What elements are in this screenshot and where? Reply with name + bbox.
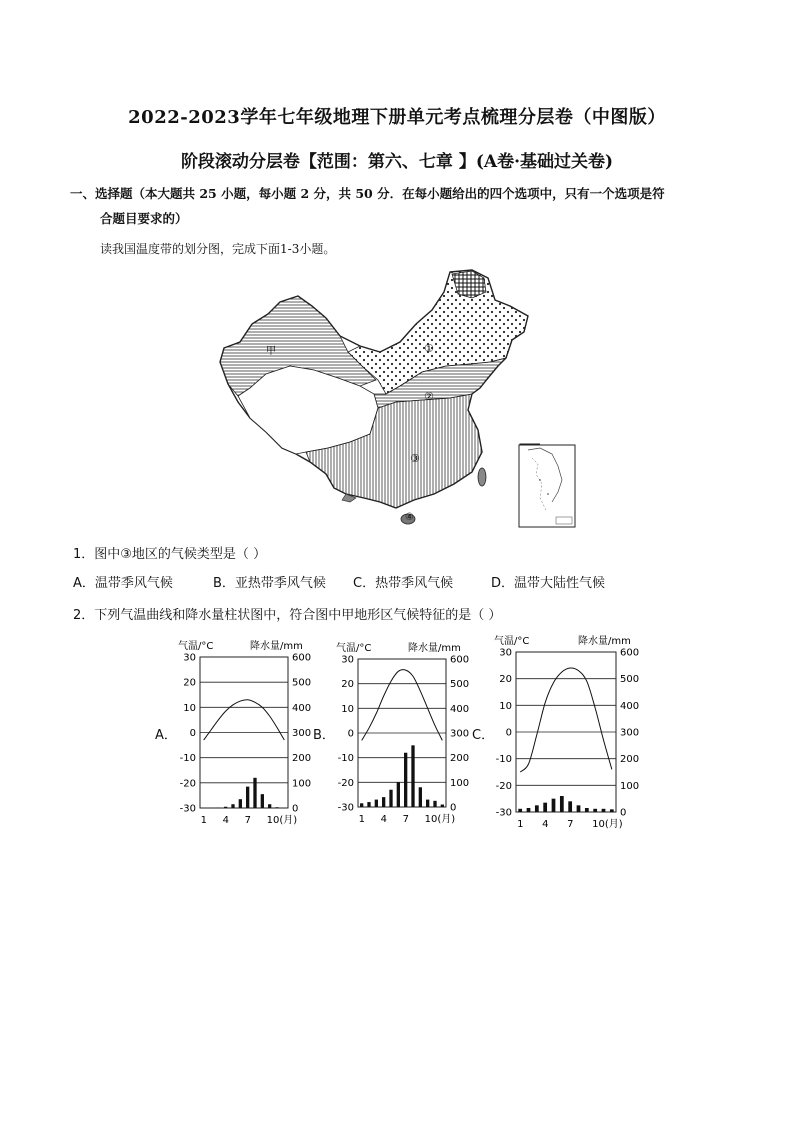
temp-tick-label: 0: [189, 728, 196, 739]
option-d[interactable]: D．温带大陆性气候: [491, 576, 606, 591]
question-1-number: 1．: [73, 547, 95, 562]
precip-bar: [411, 745, 414, 807]
temp-tick-label: 20: [183, 677, 196, 689]
x-tick-label: 10(月): [266, 815, 298, 826]
temp-tick-label: -20: [337, 777, 354, 789]
precip-bar: [239, 799, 242, 808]
temperature-curve: [520, 668, 612, 772]
temp-tick-label: 30: [499, 647, 512, 659]
climate-chart-b: [330, 632, 480, 832]
temp-tick-label: 10: [341, 703, 354, 715]
precip-bar: [518, 809, 522, 812]
x-tick-label: 4: [222, 815, 230, 826]
precip-tick-label: 600: [450, 654, 470, 666]
temp-tick-label: 30: [183, 652, 196, 664]
option-a[interactable]: A．温带季风气候: [73, 576, 173, 591]
x-tick-label: 7: [244, 815, 252, 826]
south-china-sea-inset-map: [518, 444, 576, 528]
temp-axis-title: 气温/°C: [178, 641, 214, 652]
temp-tick-label: 20: [341, 679, 354, 691]
question-1-options: [73, 572, 605, 591]
precip-tick-label: 600: [620, 647, 640, 659]
precip-bar: [426, 800, 429, 807]
x-tick-label: 4: [380, 814, 388, 825]
x-tick-label: 1: [200, 815, 208, 826]
section-heading-line2: 合题目要求的）: [100, 211, 188, 226]
map-label-2: ②: [424, 390, 434, 403]
precip-bar: [375, 800, 378, 807]
temp-tick-label: -10: [337, 753, 354, 765]
precip-bar: [543, 803, 547, 812]
temp-axis-title: 气温/°C: [336, 643, 372, 654]
precip-bar: [560, 796, 564, 812]
x-tick-label: 1: [517, 819, 524, 830]
x-tick-label: 7: [402, 814, 410, 825]
precip-bar: [397, 782, 400, 807]
precip-bar: [610, 809, 614, 812]
precip-bar: [441, 805, 444, 807]
precip-tick-label: 100: [620, 780, 640, 792]
precip-bar: [535, 805, 539, 812]
map-label-4: ④: [405, 512, 414, 523]
precip-tick-label: 0: [450, 802, 457, 814]
chart-b-option-label[interactable]: B．: [313, 728, 335, 743]
intro-text: 读我国温度带的划分图，完成下面1-3小题。: [100, 242, 336, 256]
precip-tick-label: 300: [292, 728, 312, 739]
temp-tick-label: 30: [341, 654, 354, 666]
precip-bar: [253, 778, 256, 808]
precip-bar: [593, 809, 597, 812]
x-tick-label: 1: [358, 814, 366, 825]
temp-tick-label: -30: [495, 807, 512, 819]
climate-chart-c: [488, 624, 648, 836]
temp-tick-label: 10: [183, 702, 196, 714]
precip-bar: [404, 753, 407, 807]
precip-tick-label: 300: [620, 727, 640, 739]
temp-tick-label: -10: [179, 753, 196, 765]
precip-tick-label: 600: [292, 652, 312, 664]
precip-bar: [389, 790, 392, 807]
china-temperature-zone-map: [210, 262, 540, 532]
temp-tick-label: -30: [337, 802, 354, 814]
precip-bar: [552, 799, 556, 812]
temp-tick-label: 10: [499, 700, 512, 712]
option-c[interactable]: C．热带季风气候: [353, 576, 454, 591]
precip-tick-label: 500: [292, 677, 312, 689]
precip-bar: [367, 802, 370, 807]
precip-bar: [231, 804, 234, 808]
precip-axis-title: 降水量/mm: [250, 641, 303, 652]
precip-tick-label: 400: [620, 700, 640, 712]
x-tick-label: 10(月): [424, 814, 456, 825]
question-2-number: 2．: [73, 608, 95, 623]
x-tick-label: 4: [542, 819, 549, 830]
temp-tick-label: -20: [495, 780, 512, 792]
temp-tick-label: 0: [347, 728, 354, 740]
precip-bar: [585, 808, 589, 812]
page-title: 2022-2023学年七年级地理下册单元考点梳理分层卷（中图版）: [128, 107, 666, 128]
taiwan-island: [478, 468, 486, 486]
temp-tick-label: -10: [495, 754, 512, 766]
option-b[interactable]: B．亚热带季风气候: [213, 576, 326, 591]
precip-bar: [382, 797, 385, 807]
temp-tick-label: -20: [179, 778, 196, 790]
precip-tick-label: 200: [620, 754, 640, 766]
question-1: [73, 543, 266, 562]
precip-tick-label: 500: [450, 679, 470, 691]
precip-bar: [275, 807, 278, 808]
precip-bar: [577, 805, 581, 812]
precip-tick-label: 200: [292, 753, 312, 765]
precip-bar: [246, 787, 249, 808]
climate-chart-a: [172, 630, 322, 830]
page-subtitle: 阶段滚动分层卷【范围：第六、七章 】(A卷·基础过关卷): [180, 152, 614, 172]
precip-tick-label: 500: [620, 674, 640, 686]
precip-tick-label: 100: [292, 778, 312, 790]
precip-tick-label: 200: [450, 753, 470, 765]
precip-bar: [433, 801, 436, 807]
x-tick-label: 10(月): [592, 819, 623, 830]
section-heading-line1: 一、选择题（本大题共 25 小题，每小题 2 分，共 50 分．在每小题给出的四个选项中，只有一个选项是符: [70, 186, 665, 201]
precip-axis-title: 降水量/mm: [578, 636, 631, 647]
precip-bar: [217, 807, 220, 808]
precip-tick-label: 0: [292, 803, 299, 815]
precip-bar: [261, 794, 264, 808]
precip-tick-label: 0: [620, 807, 627, 819]
temp-tick-label: 0: [505, 727, 512, 739]
precip-axis-title: 降水量/mm: [408, 643, 461, 654]
temp-axis-title: 气温/°C: [494, 636, 530, 647]
precip-bar: [568, 801, 572, 812]
map-label-1: ①: [424, 342, 434, 355]
chart-a-option-label[interactable]: A．: [155, 728, 177, 743]
precip-bar: [268, 804, 271, 808]
precip-tick-label: 400: [450, 703, 470, 715]
precip-bar: [224, 807, 227, 808]
precip-tick-label: 400: [292, 702, 312, 714]
question-1-text: 图中③地区的气候类型是（ ）: [94, 547, 267, 562]
precip-bar: [527, 808, 531, 812]
question-2-text: 下列气温曲线和降水量柱状图中，符合图中甲地形区气候特征的是（ ）: [94, 608, 502, 623]
temp-tick-label: 20: [499, 674, 512, 686]
map-label-jia: 甲: [266, 346, 276, 357]
section-heading: [70, 181, 730, 231]
precip-bar: [419, 787, 422, 807]
x-tick-label: 7: [567, 819, 574, 830]
temperature-curve: [204, 700, 285, 740]
precip-tick-label: 300: [450, 728, 470, 740]
chart-c-option-label[interactable]: C．: [472, 728, 495, 743]
precip-tick-label: 100: [450, 777, 470, 789]
temp-tick-label: -30: [179, 803, 196, 815]
precip-bar: [602, 809, 606, 812]
map-label-3: ③: [410, 452, 420, 465]
temperature-curve: [362, 670, 443, 741]
precip-bar: [360, 803, 363, 807]
question-2: [73, 604, 501, 623]
